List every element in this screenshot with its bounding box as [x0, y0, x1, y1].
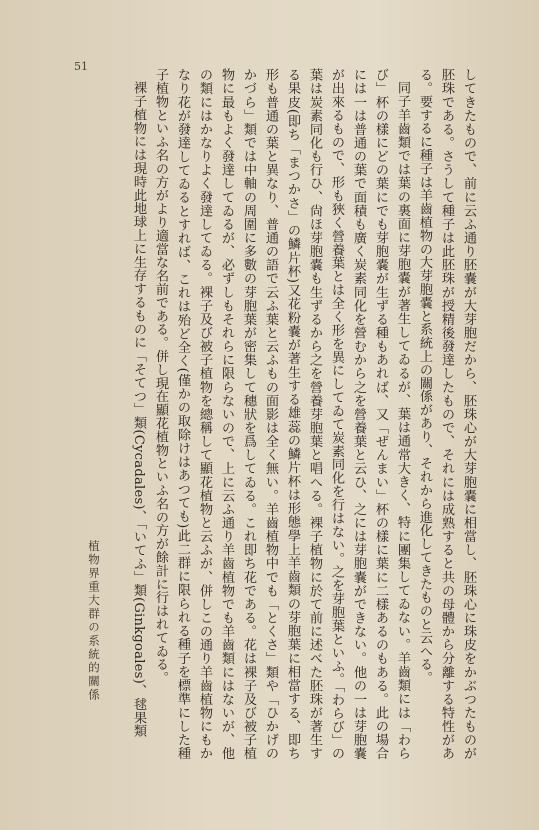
- body-text: [99, 68, 479, 760]
- paragraph-2: 同子羊齒類では葉の裏面に芽胞嚢が著生してゐるが、葉は通常大きく、特に團集してゐない。羊齒類には「わらび」杯の樣にどの葉にでも芽胞嚢が生ずる種もあれば、又「ぜんまい」杯の樣に葉に二樣あるのもある。此の場合には一は普通の葉で面積も廣く炭素同化を營むから之を營養葉と云ひ、之には芽胞嚢ができない。他の一は芽胞嚢が出來るもので、形も狹く營養葉とは全く形を異にしてゐて炭素同化を行はない。之を芽胞葉といふ。「わらび」の葉は炭素同化も行ひ、尙ほ芽胞嚢も生ずるから之を營養芽胞葉と唱へる。裸子植物に於て前に述べた胚珠が著生する果皮(即ち「まつかさ」の鱗片杯)又花粉嚢が著生する雄蕊の鱗片杯は形態學上羊齒類の芽胞葉に相當する、即ち形も普通の葉と異なり、普通の語で云ふ葉と云ふもの面影は全く無い。羊齒植物中でも「とくさ」類や「ひかげのかづら」類では中軸の周圍に多數の芽胞葉が密集して穗狀を爲してゐる。これ即ち花である。花は裸子及び被子植物に最もよく發達してゐるが、必ずしもそれらに限らないので、上に云ふ通り羊齒植物でも羊齒類にはないが、他の類にはかなりよく發達してゐる。裸子及び被子植物を總稱して顯花植物と云ふが、併しこの通り羊齒植物にもかなり花が發達してゐるとすれば、これは殆ど全く(僅かの取除けはあつても)此二群に限られる種子を標準にした種子植物といふ名の方がより適當な名前である。併し現在顯花植物といふ名の方が餘計に行はれてゐる。: [153, 68, 410, 760]
- running-head: 植物界重大群の系統的關係: [87, 540, 101, 702]
- paragraph-3: 裸子植物には現時此地球上に生存するものに「そてつ」類(Cycadales)、「いてふ」類(Ginkgoales)、毬果類: [131, 81, 146, 738]
- paragraph-1: してきたもので、前に云ふ通り胚嚢が大芽胞だから、胚珠心が大芽胞嚢に相當し、胚珠心に珠皮をかぶつたものが胚珠である。さうして種子は此胚珠が授精後發達したもので、それには成熟すると共の母體から分離する特性がある。要するに種子は羊齒植物の大芽胞嚢と系統上の關係があり、それから進化してきたものと云へる。: [417, 68, 476, 760]
- page-number: 51: [74, 60, 88, 73]
